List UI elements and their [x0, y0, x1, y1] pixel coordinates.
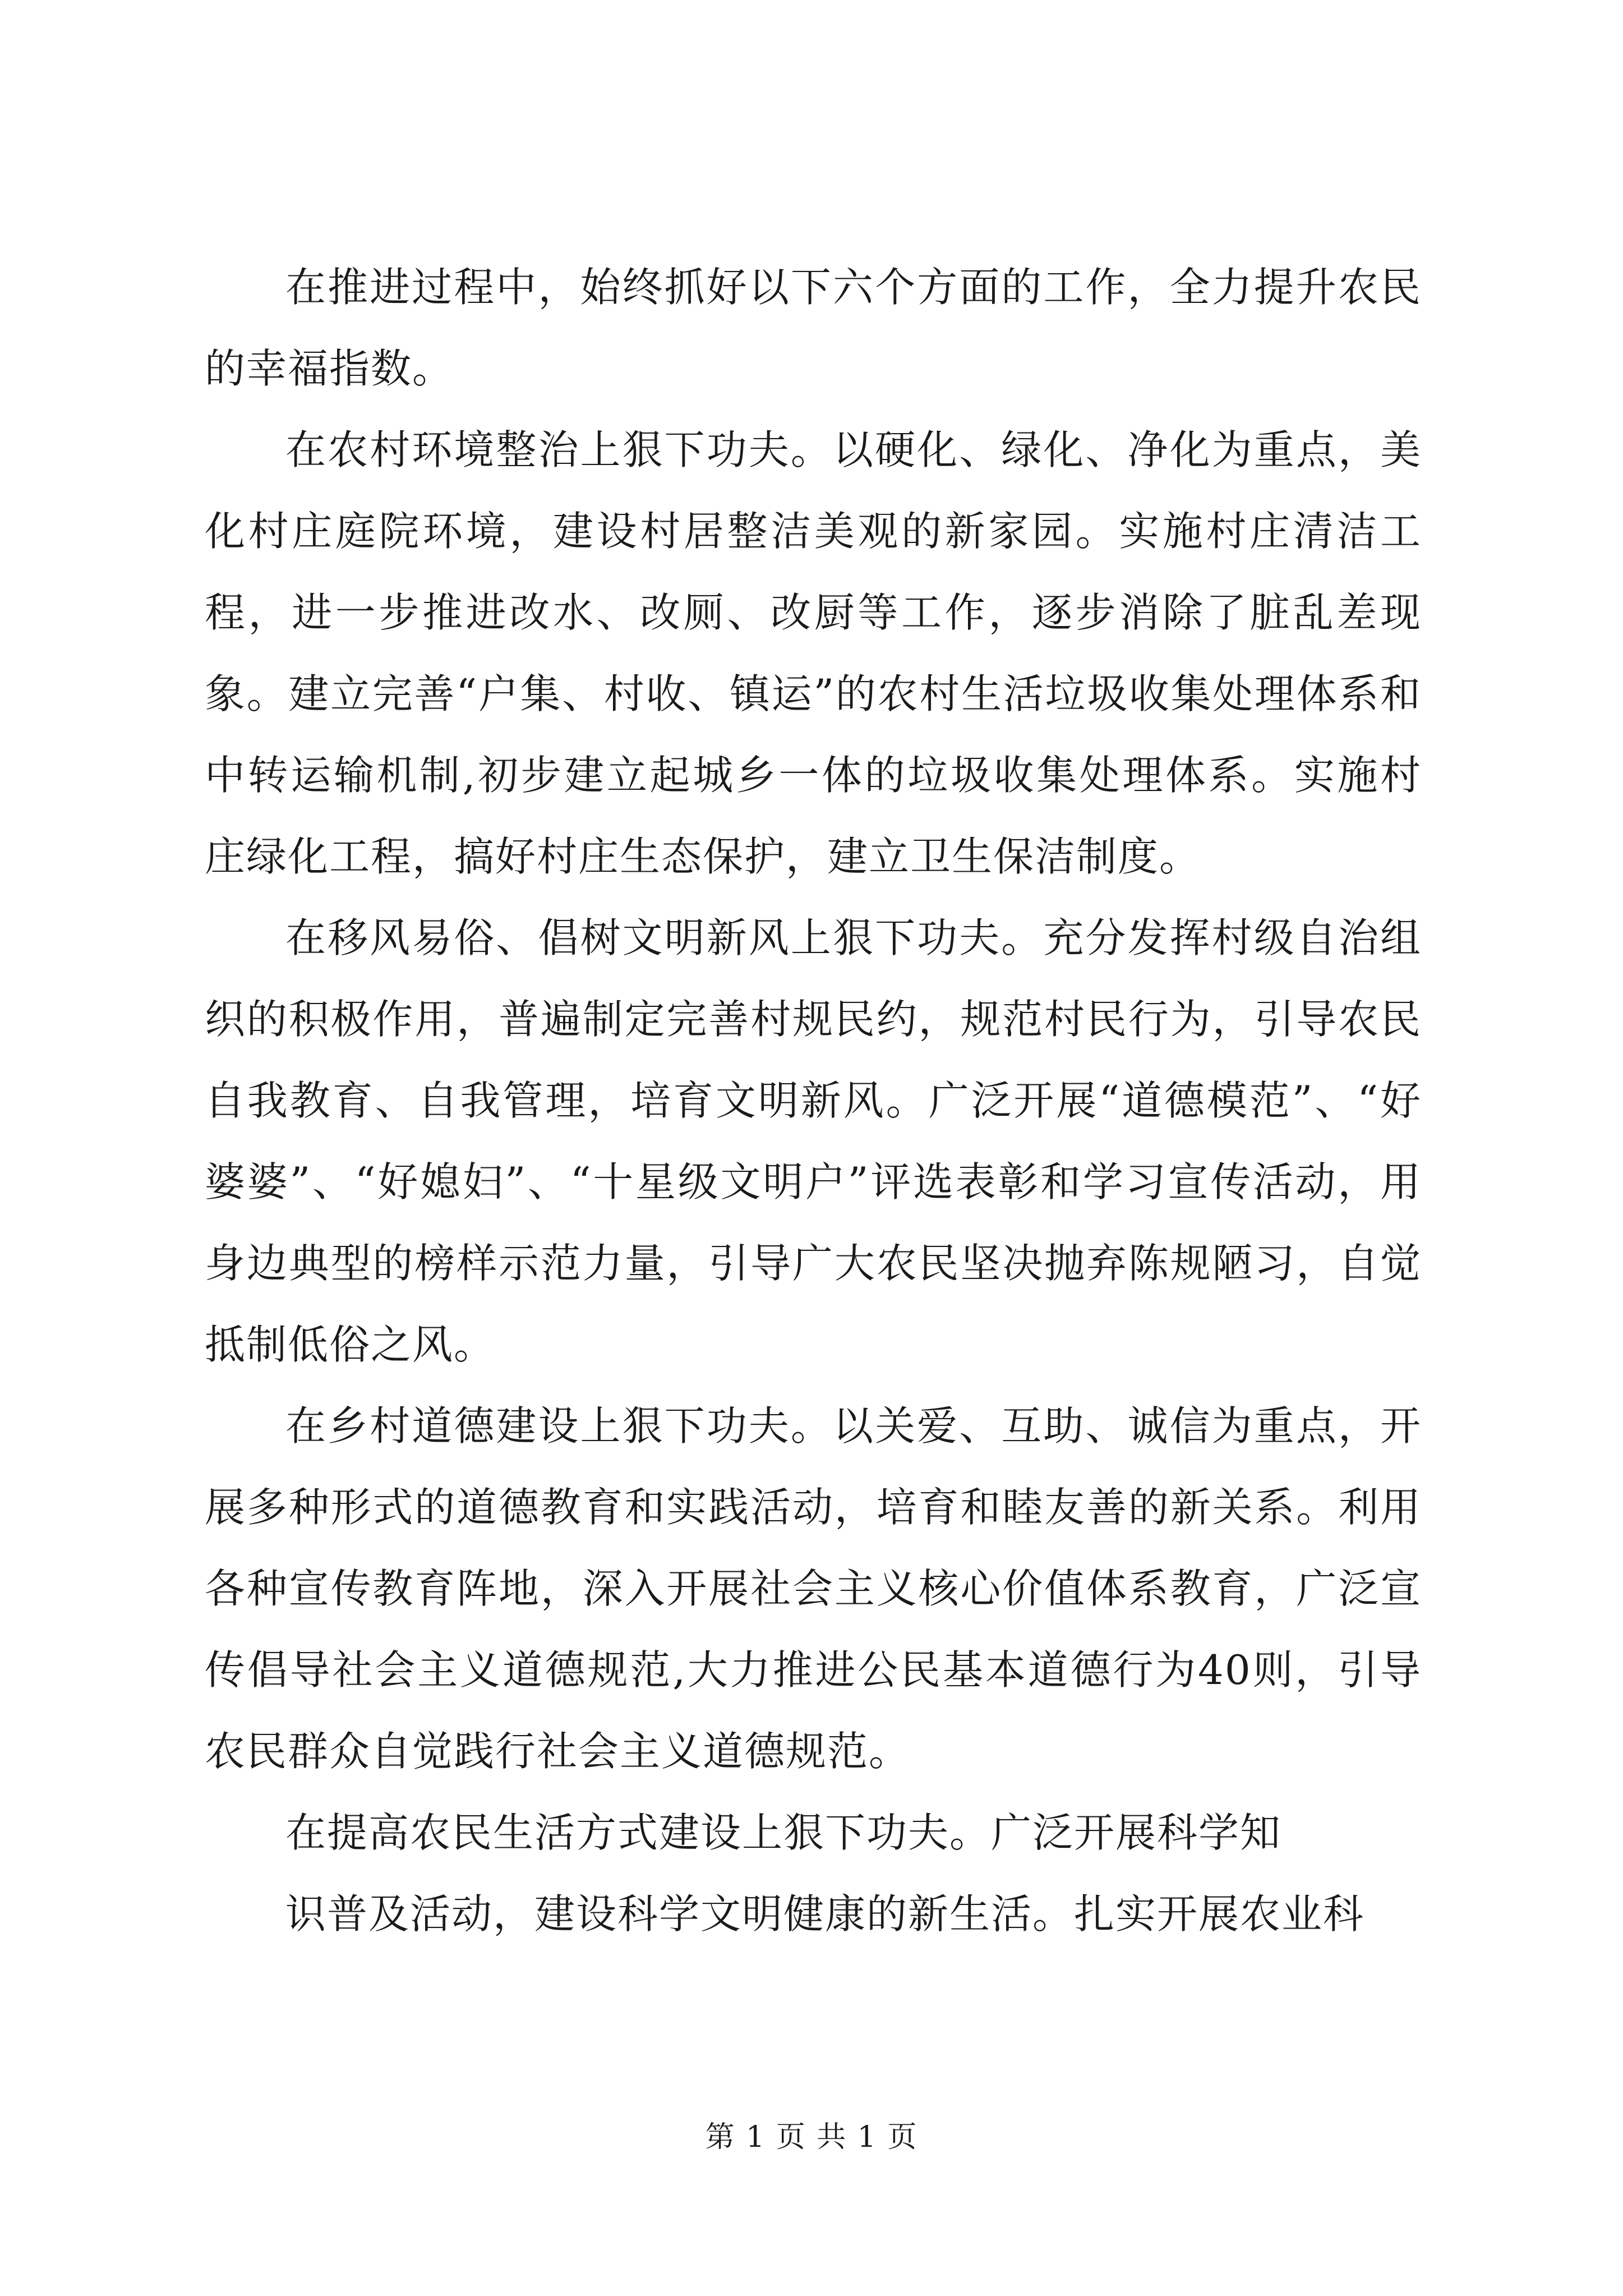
paragraph-intro: 在推进过程中，始终抓好以下六个方面的工作，全力提升农民的幸福指数。 — [205, 264, 1422, 392]
paragraph-lifestyle: 在提高农民生活方式建设上狠下功夫。广泛开展科学知 — [285, 1809, 1282, 1856]
paragraph-lifestyle-continued: 识普及活动，建设科学文明健康的新生活。扎实开展农业科 — [285, 1890, 1365, 1938]
document-body — [205, 247, 1422, 1955]
page-footer: 第 1 页 共 1 页 — [705, 2120, 918, 2154]
paragraph-customs: 在移风易俗、倡树文明新风上狠下功夫。充分发挥村级自治组织的积极作用，普遍制定完善村规民约，规范村民行为，引导农民自我教育、自我管理，培育文明新风。广泛开展“道德模范”、“好婆婆”、“好媳妇”、“十星级文明户”评选表彰和学习宣传活动，用身边典型的榜样示范力量，引导广大农民坚决抛弃陈规陋习，自觉抵制低俗之风。 — [205, 914, 1422, 1368]
paragraph-morality: 在乡村道德建设上狠下功夫。以关爱、互助、诚信为重点，开展多种形式的道德教育和实践活动，培育和睦友善的新关系。利用各种宣传教育阵地，深入开展社会主义核心价值体系教育，广泛宣传倡导社会主义道德规范,大力推进公民基本道德行为40则，引导农民群众自觉践行社会主义道德规范。 — [205, 1402, 1422, 1775]
paragraph-environment: 在农村环境整治上狠下功夫。以硬化、绿化、净化为重点，美化村庄庭院环境，建设村居整洁美观的新家园。实施村庄清洁工程，进一步推进改水、改厕、改厨等工作，逐步消除了脏乱差现象。建立完善“户集、村收、镇运”的农村生活垃圾收集处理体系和中转运输机制,初步建立起城乡一体的垃圾收集处理体系。实施村庄绿化工程，搞好村庄生态保护，建立卫生保洁制度。 — [205, 426, 1422, 880]
